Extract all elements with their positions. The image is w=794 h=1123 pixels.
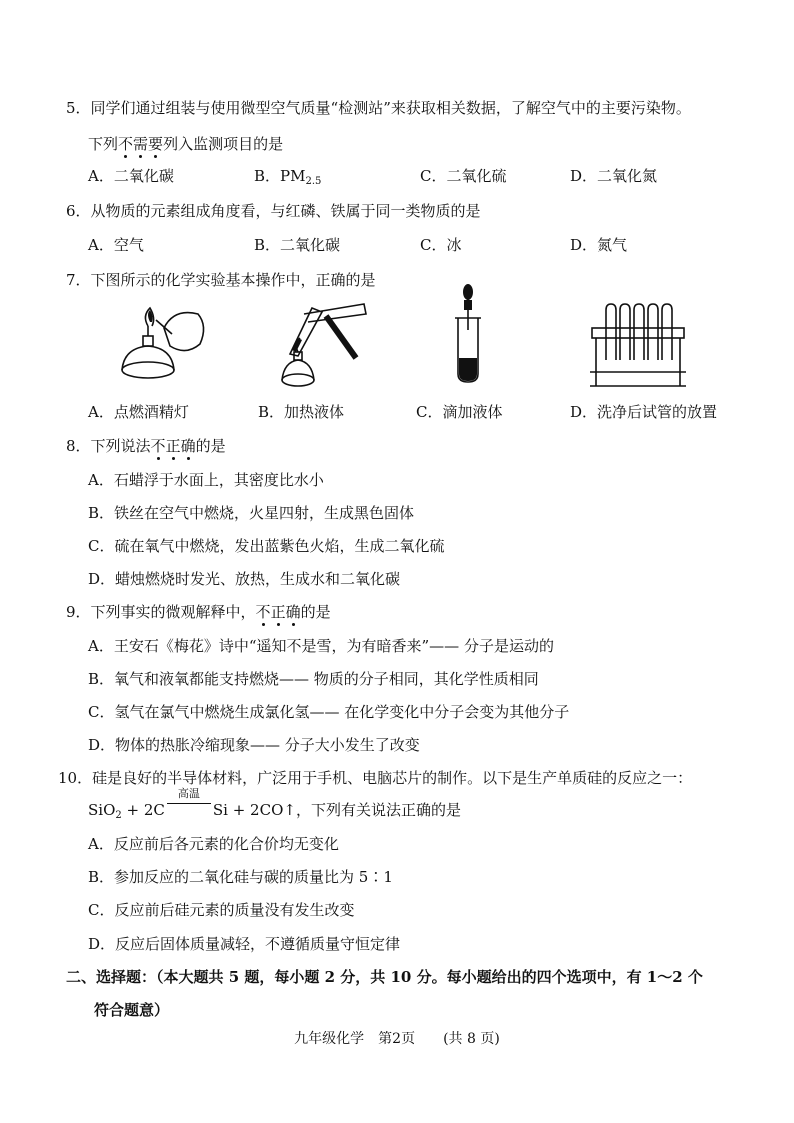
emphasis-char: 确 — [285, 603, 301, 621]
q10-option-c: C．反应前后硅元素的质量没有发生改变 — [88, 901, 355, 919]
q5-option-c: C．二氧化硫 — [420, 167, 507, 185]
q7-option-c: C．滴加液体 — [416, 403, 503, 421]
q7-option-b: B．加热液体 — [258, 403, 345, 421]
eq-sio: SiO — [88, 801, 116, 819]
q8-stem — [66, 436, 226, 456]
q9-emphasis — [256, 603, 301, 621]
q9-stem-pre: 9．下列事实的微观解释中， — [66, 603, 256, 621]
q6-option-b: B．二氧化碳 — [254, 236, 341, 254]
emphasis-char: 正 — [165, 437, 181, 455]
q5-stem2-pre: 下列 — [88, 135, 119, 153]
eq-condition-text: 高温 — [177, 787, 200, 800]
q5-option-b-sub: 2.5 — [305, 176, 322, 187]
q6-option-c: C．冰 — [420, 236, 462, 254]
eq-condition — [165, 787, 213, 820]
q7-stem: 7．下图所示的化学实验基本操作中，正确的是 — [66, 271, 376, 289]
q10-option-b: B．参加反应的二氧化硅与碳的质量比为 5∶1 — [88, 868, 393, 886]
q5-emphasis — [118, 135, 163, 153]
q9-stem-post: 的是 — [300, 603, 331, 621]
q5-stem2-post: 列入监测项目的是 — [163, 135, 284, 153]
eq-arrow-line — [167, 803, 211, 804]
q9-option-d: D．物体的热胀冷缩现象—— 分子大小发生了改变 — [88, 736, 420, 754]
emphasis-char: 不 — [118, 135, 134, 153]
emphasis-char: 要 — [148, 135, 164, 153]
q6-option-a: A．空气 — [88, 236, 144, 254]
alcohol-lamp-lighting-figure — [112, 298, 212, 390]
q9-option-c: C．氢气在氯气中燃烧生成氯化氢—— 在化学变化中分子会变为其他分子 — [88, 703, 570, 721]
heating-liquid-figure — [268, 294, 376, 394]
q5-option-d: D．二氧化氮 — [570, 167, 658, 185]
q10-equation — [88, 787, 461, 821]
q7-option-a: A．点燃酒精灯 — [88, 403, 189, 421]
q5-option-a: A．二氧化碳 — [88, 167, 174, 185]
q10-stem: 10．硅是良好的半导体材料，广泛用于手机、电脑芯片的制作。以下是生产单质硅的反应之一： — [58, 769, 693, 787]
q7-option-d: D．洗净后试管的放置 — [570, 403, 718, 421]
q5-stem: 5．同学们通过组装与使用微型空气质量“检测站”来获取相关数据，了解空气中的主要污染物。 — [66, 99, 691, 117]
q10-option-a: A．反应前后各元素的化合价均无变化 — [88, 835, 339, 853]
page-footer: 九年级化学 第2页 (共 8 页) — [294, 1031, 500, 1047]
section2-heading-line2: 符合题意） — [94, 1001, 170, 1019]
q5-option-b — [254, 166, 321, 186]
emphasis-char: 确 — [180, 437, 196, 455]
q8-option-c: C．硫在氧气中燃烧，发出蓝紫色火焰，生成二氧化硫 — [88, 537, 445, 555]
q9-stem — [66, 602, 331, 622]
q9-option-b: B．氧气和液氧都能支持燃烧—— 物质的分子相同，其化学性质相同 — [88, 670, 539, 688]
q8-option-a: A．石蜡浮于水面上，其密度比水小 — [88, 471, 324, 489]
emphasis-char: 需 — [133, 135, 149, 153]
eq-sub: 2 — [115, 810, 122, 821]
emphasis-char: 不 — [150, 437, 166, 455]
dropping-liquid-figure — [450, 282, 486, 386]
test-tube-rack-figure — [588, 300, 688, 392]
q5-stem-line2 — [88, 134, 283, 154]
q6-option-d: D．氮气 — [570, 236, 628, 254]
q8-option-b: B．铁丝在空气中燃烧，火星四射，生成黑色固体 — [88, 504, 415, 522]
emphasis-char: 不 — [255, 603, 271, 621]
q5-option-b-main: B．PM — [254, 167, 306, 185]
eq-tail: ，下列有关说法正确的是 — [295, 801, 461, 819]
q8-option-d: D．蜡烛燃烧时发光、放热，生成水和二氧化碳 — [88, 570, 401, 588]
q6-stem: 6．从物质的元素组成角度看，与红磷、铁属于同一类物质的是 — [66, 202, 481, 220]
eq-right: Si + 2CO↑ — [212, 801, 296, 819]
q8-stem-pre: 8．下列说法 — [66, 437, 151, 455]
eq-left-rest: + 2C — [121, 801, 165, 819]
section2-heading: 二、选择题：（本大题共 5 题，每小题 2 分，共 10 分。每小题给出的四个选项中，有 1～2 个 — [66, 968, 703, 986]
q9-option-a: A．王安石《梅花》诗中“遥知不是雪，为有暗香来”—— 分子是运动的 — [88, 637, 554, 655]
emphasis-char: 正 — [270, 603, 286, 621]
q8-stem-post: 的是 — [195, 437, 226, 455]
q8-emphasis — [151, 437, 196, 455]
q10-option-d: D．反应后固体质量减轻，不遵循质量守恒定律 — [88, 935, 401, 953]
